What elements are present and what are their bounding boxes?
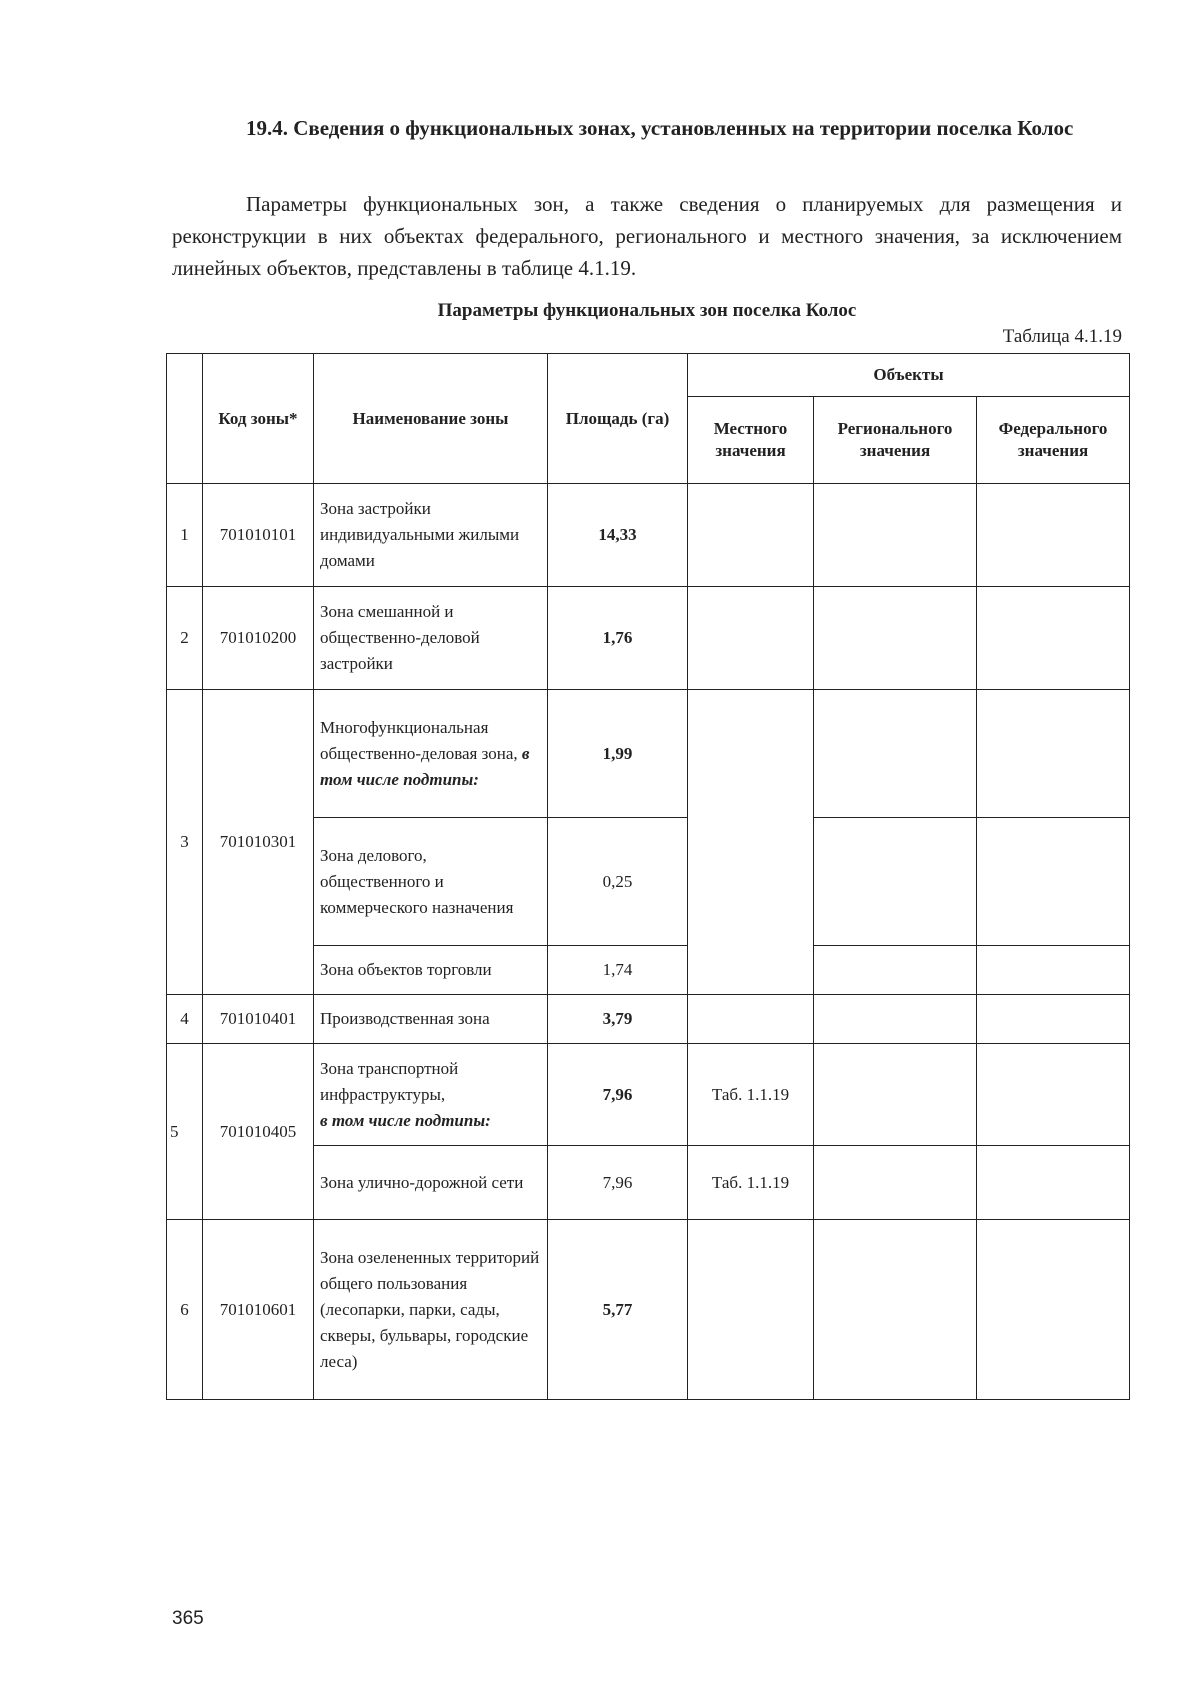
zone-code: 701010401 [203, 995, 314, 1044]
header-num [167, 354, 203, 484]
objects-regional [814, 1044, 977, 1146]
objects-federal [977, 690, 1130, 818]
section-heading-text: 19.4. Сведения о функциональных зонах, установленных на территории поселка Колос [246, 116, 1074, 140]
header-area: Площадь (га) [548, 354, 688, 484]
zone-name: Зона делового, общественного и коммерческого назначения [314, 818, 548, 946]
row-num: 5 [167, 1044, 203, 1220]
row-num: 4 [167, 995, 203, 1044]
row-num: 2 [167, 587, 203, 690]
row-num: 6 [167, 1220, 203, 1400]
zone-name: Зона объектов торговли [314, 946, 548, 995]
table-row [167, 690, 1130, 818]
objects-local [688, 484, 814, 587]
zones-table [166, 353, 1130, 1400]
zone-code: 701010601 [203, 1220, 314, 1400]
objects-local [688, 690, 814, 995]
zone-name: Зона смешанной и общественно-деловой застройки [314, 587, 548, 690]
zone-code: 701010405 [203, 1044, 314, 1220]
zone-area: 3,79 [548, 995, 688, 1044]
objects-federal [977, 946, 1130, 995]
objects-federal [977, 1220, 1130, 1400]
zone-area: 1,76 [548, 587, 688, 690]
table-row [167, 1044, 1130, 1146]
zone-code: 701010101 [203, 484, 314, 587]
zone-name-subtypes: в том числе подтипы: [320, 1110, 491, 1130]
zone-name [314, 1044, 548, 1146]
objects-local [688, 1220, 814, 1400]
objects-regional [814, 690, 977, 818]
objects-local: Таб. 1.1.19 [688, 1044, 814, 1146]
header-local: Местного значения [688, 397, 814, 484]
objects-regional [814, 995, 977, 1044]
table-row [167, 1220, 1130, 1400]
table-header-row [167, 354, 1130, 397]
objects-regional [814, 1146, 977, 1220]
zone-name [314, 690, 548, 818]
objects-local [688, 995, 814, 1044]
row-num: 1 [167, 484, 203, 587]
objects-regional [814, 1220, 977, 1400]
zone-code: 701010200 [203, 587, 314, 690]
objects-regional [814, 587, 977, 690]
objects-regional [814, 484, 977, 587]
header-regional: Регионального значения [814, 397, 977, 484]
zone-name: Зона улично-дорожной сети [314, 1146, 548, 1220]
zone-area: 7,96 [548, 1044, 688, 1146]
objects-federal [977, 1146, 1130, 1220]
header-code: Код зоны* [203, 354, 314, 484]
table-caption: Параметры функциональных зон поселка Колос [437, 300, 857, 321]
section-heading [172, 112, 1122, 145]
objects-regional [814, 818, 977, 946]
objects-federal [977, 1044, 1130, 1146]
zone-area: 14,33 [548, 484, 688, 587]
table-number: Таблица 4.1.19 [1002, 326, 1122, 347]
table-row [167, 484, 1130, 587]
zone-name-text: Зона транспортной инфраструктуры, [320, 1058, 459, 1104]
row-num: 3 [167, 690, 203, 995]
objects-federal [977, 995, 1130, 1044]
page-number: 365 [172, 1608, 204, 1629]
objects-federal [977, 484, 1130, 587]
header-objects: Объекты [688, 354, 1130, 397]
zone-name-text: Многофункциональная общественно-деловая зона, [320, 717, 518, 763]
objects-local [688, 587, 814, 690]
zone-name: Производственная зона [314, 995, 548, 1044]
zone-name-subtypes: в том числе подтипы: [320, 743, 530, 789]
table-row [167, 995, 1130, 1044]
zone-name: Зона застройки индивидуальными жилыми домами [314, 484, 548, 587]
objects-local: Таб. 1.1.19 [688, 1146, 814, 1220]
zone-area: 7,96 [548, 1146, 688, 1220]
zone-area: 1,74 [548, 946, 688, 995]
header-name: Наименование зоны [314, 354, 548, 484]
table-row [167, 587, 1130, 690]
objects-regional [814, 946, 977, 995]
zone-name: Зона озелененных территорий общего пользования (лесопарки, парки, сады, скверы, бульвары, городские леса) [314, 1220, 548, 1400]
intro-paragraph: Параметры функциональных зон, а также сведения о планируемых для размещения и реконструкции в них объектах федерального, регионального и местного значения, за исключением линейных объектов, представлены в таблице 4.1.19. [172, 192, 1122, 280]
zone-area: 1,99 [548, 690, 688, 818]
header-federal: Федерального значения [977, 397, 1130, 484]
zone-code: 701010301 [203, 690, 314, 995]
objects-federal [977, 818, 1130, 946]
zone-area: 5,77 [548, 1220, 688, 1400]
zone-area: 0,25 [548, 818, 688, 946]
objects-federal [977, 587, 1130, 690]
